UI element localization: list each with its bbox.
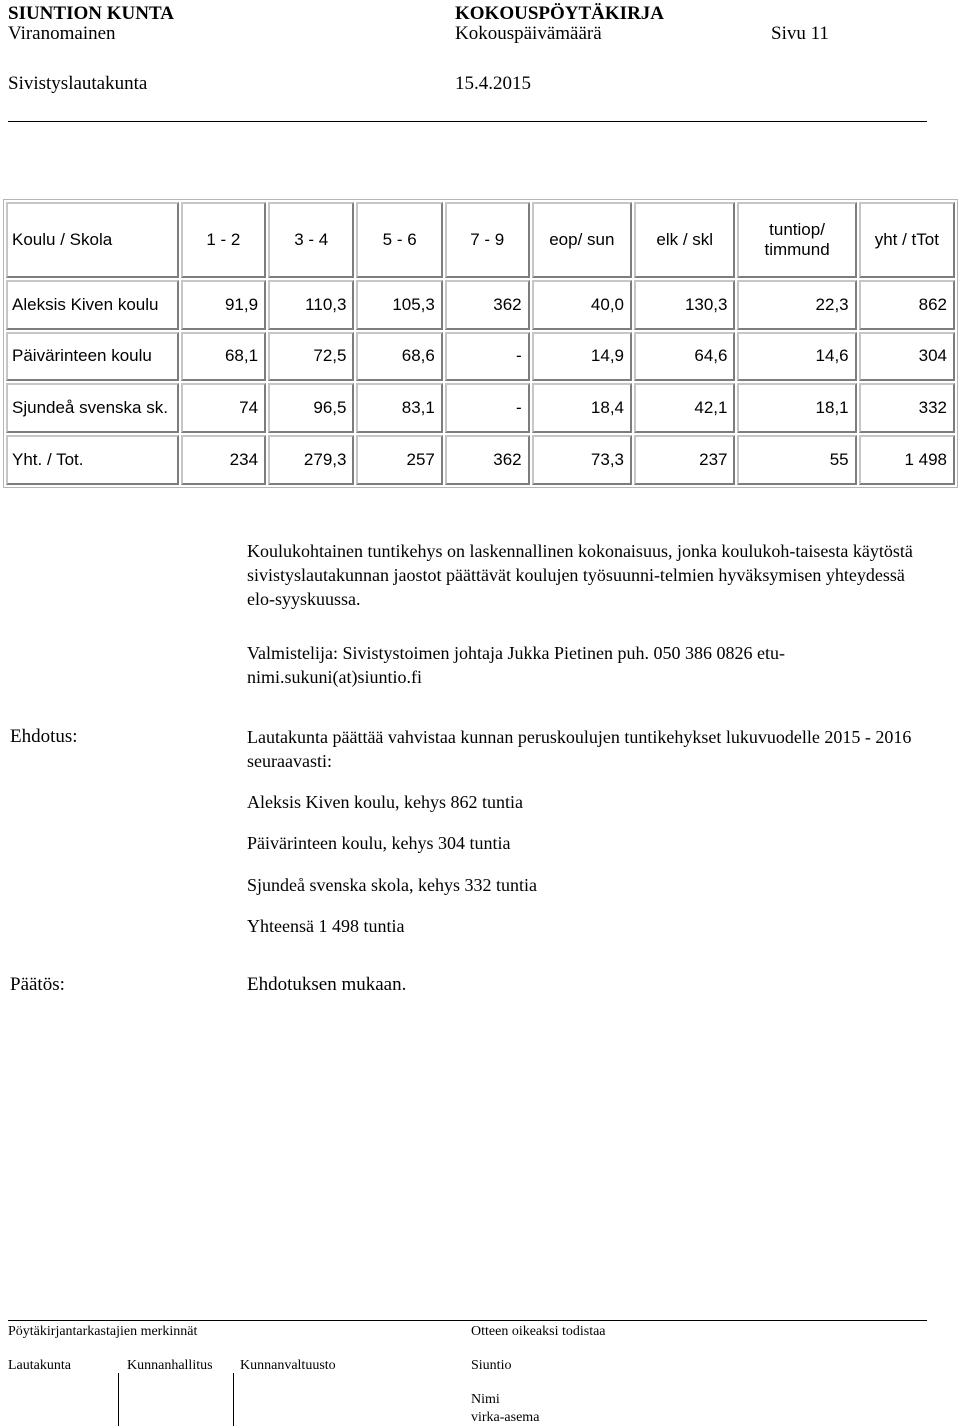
table-cell: 14,9 bbox=[532, 332, 632, 382]
meeting-date-label: Kokouspäivämäärä bbox=[455, 23, 602, 44]
preparer-paragraph: Valmistelija: Sivistystoimen johtaja Jukka Pietinen puh. 050 386 0826 etu-nimi.sukuni(at)siuntio.fi bbox=[247, 643, 785, 687]
header-rule bbox=[8, 121, 927, 122]
table-cell: 332 bbox=[859, 383, 955, 433]
column-header: eop/ sun bbox=[532, 202, 632, 278]
column-header: 7 - 9 bbox=[445, 202, 530, 278]
footer-col-government: Kunnanhallitus bbox=[127, 1358, 213, 1373]
footer-place: Siuntio bbox=[471, 1358, 512, 1373]
column-header: yht / tTot bbox=[859, 202, 955, 278]
table-cell: 42,1 bbox=[634, 383, 735, 433]
column-header: 5 - 6 bbox=[356, 202, 442, 278]
list-item: Yhteensä 1 498 tuntia bbox=[247, 916, 405, 936]
footer-col-council: Kunnanvaltuusto bbox=[240, 1358, 336, 1373]
org-name: SIUNTION KUNTA bbox=[8, 3, 174, 24]
meeting-date: 15.4.2015 bbox=[455, 73, 531, 94]
authority-name: Sivistyslautakunta bbox=[8, 73, 148, 94]
table-cell: 105,3 bbox=[356, 280, 442, 330]
table-cell: Päivärinteen koulu bbox=[6, 332, 179, 382]
table-header-row bbox=[6, 202, 955, 278]
table-cell: 257 bbox=[356, 435, 442, 485]
table-cell: 68,6 bbox=[356, 332, 442, 382]
table-row bbox=[6, 383, 955, 433]
table-cell: 96,5 bbox=[268, 383, 354, 433]
decision-label: Päätös: bbox=[10, 974, 65, 995]
table-cell: Sjundeå svenska sk. bbox=[6, 383, 179, 433]
table-cell: 55 bbox=[737, 435, 856, 485]
table-cell: 18,4 bbox=[532, 383, 632, 433]
column-header: 1 - 2 bbox=[181, 202, 266, 278]
table-cell: Aleksis Kiven koulu bbox=[6, 280, 179, 330]
decision-text: Ehdotuksen mukaan. bbox=[247, 974, 407, 995]
list-item: Sjundeå svenska skola, kehys 332 tuntia bbox=[247, 875, 537, 895]
document-type: KOKOUSPÖYTÄKIRJA bbox=[455, 3, 665, 24]
table-cell: 22,3 bbox=[737, 280, 856, 330]
table-cell: 279,3 bbox=[268, 435, 354, 485]
column-header: elk / skl bbox=[634, 202, 735, 278]
list-item: Aleksis Kiven koulu, kehys 862 tuntia bbox=[247, 792, 523, 812]
table-row bbox=[6, 280, 955, 330]
proposal-label: Ehdotus: bbox=[10, 726, 78, 747]
table-cell: 73,3 bbox=[532, 435, 632, 485]
table-cell: - bbox=[445, 383, 530, 433]
allocation-table bbox=[3, 199, 958, 488]
table-cell: 110,3 bbox=[268, 280, 354, 330]
footer-col-board: Lautakunta bbox=[8, 1358, 71, 1373]
footer-divider bbox=[118, 1373, 119, 1426]
table-cell: 83,1 bbox=[356, 383, 442, 433]
footer-divider bbox=[233, 1373, 234, 1426]
footer-right-title: Otteen oikeaksi todistaa bbox=[471, 1324, 606, 1339]
table-cell: - bbox=[445, 332, 530, 382]
table-total-row bbox=[6, 435, 955, 485]
table-cell: 862 bbox=[859, 280, 955, 330]
table-cell: 234 bbox=[181, 435, 266, 485]
footer-position-label: virka-asema bbox=[471, 1410, 540, 1425]
proposal-text: Lautakunta päättää vahvistaa kunnan peruskoulujen tuntikehykset lukuvuodelle 2015 - 2016 seuraavasti: bbox=[247, 727, 912, 771]
page-number: Sivu 11 bbox=[771, 23, 829, 44]
footer-left-title: Pöytäkirjantarkastajien merkinnät bbox=[8, 1324, 198, 1339]
table-cell: 304 bbox=[859, 332, 955, 382]
table-row bbox=[6, 332, 955, 382]
table-cell: 362 bbox=[445, 435, 530, 485]
column-header: 3 - 4 bbox=[268, 202, 354, 278]
footer-rule bbox=[8, 1320, 927, 1321]
footer-name-label: Nimi bbox=[471, 1392, 500, 1407]
table-cell: 18,1 bbox=[737, 383, 856, 433]
table-cell: 130,3 bbox=[634, 280, 735, 330]
table-cell: 362 bbox=[445, 280, 530, 330]
table-cell: 14,6 bbox=[737, 332, 856, 382]
table-cell: 91,9 bbox=[181, 280, 266, 330]
table-cell: 74 bbox=[181, 383, 266, 433]
column-header: tuntiop/ timmund bbox=[737, 202, 856, 278]
description-paragraph: Koulukohtainen tuntikehys on laskennallinen kokonaisuus, jonka koulukoh-taisesta käytöstä sivistyslautakunnan jaostot päättävät koulujen työsuunni-telmien hyväksymisen yhteydessä elo-syyskuussa. bbox=[247, 541, 913, 609]
table-cell: 237 bbox=[634, 435, 735, 485]
authority-label: Viranomainen bbox=[8, 23, 116, 44]
table-cell: 40,0 bbox=[532, 280, 632, 330]
table-cell: 64,6 bbox=[634, 332, 735, 382]
table-cell: 72,5 bbox=[268, 332, 354, 382]
column-header: Koulu / Skola bbox=[6, 202, 179, 278]
list-item: Päivärinteen koulu, kehys 304 tuntia bbox=[247, 833, 511, 853]
table-cell: Yht. / Tot. bbox=[6, 435, 179, 485]
table-cell: 1 498 bbox=[859, 435, 955, 485]
table-cell: 68,1 bbox=[181, 332, 266, 382]
